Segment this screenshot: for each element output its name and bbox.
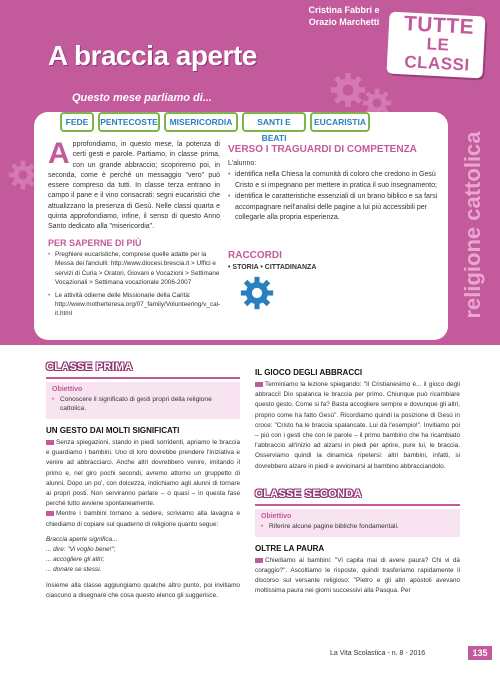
paragraph-text: Chiediamo ai bambini: "Vi capita mai di avere paura? Chi vi dà coraggio?". Ascoltiamo le risposte, quindi trasferiamo rapidamente il discorso sul versante religioso: "Pietro e gli altri apostoli avevano moltissima paura nei giorni successivi alla Pasqua. Per — [255, 556, 460, 595]
tag-eucaristia: EUCARISTIA — [310, 112, 370, 132]
traguardi-heading: VERSO I TRAGUARDI DI COMPETENZA — [228, 144, 417, 155]
tag-pentecoste: PENTECOSTE — [98, 112, 160, 132]
series-badge-bottom: LE CLASSI — [403, 34, 471, 75]
blackboard-quote — [46, 535, 240, 576]
quote-line: ... donare se stessi. — [46, 566, 102, 574]
section-heading: UN GESTO DAI MOLTI SIGNIFICATI — [46, 426, 180, 435]
objective-label: Obiettivo — [52, 386, 83, 393]
tag-misericordia: MISERICORDIA — [164, 112, 238, 132]
per-saperne-item: • Le attività odierne delle Missionarie della Carità: http://www.motherteresa.org/07_family/Volunteering/v_cal-it.html — [48, 291, 224, 319]
traguardi-lead: L'alunno: — [228, 160, 257, 167]
classe-seconda-title: CLASSE SECONDA — [255, 487, 362, 500]
author-line-1: Cristina Fabbri e — [308, 5, 380, 15]
tag-fede: FEDE — [60, 112, 94, 132]
gear-icon — [330, 72, 366, 108]
body-paragraph — [46, 438, 240, 509]
quote-line: ... accogliere gli altri; — [46, 556, 105, 564]
paragraph-text: Mentre i bambini tornano a sedere, scriviamo alla lavagna e chiediamo di copiare sul quaderno di religione quanto segue: — [46, 510, 240, 528]
paragraph-marker — [46, 440, 54, 445]
raccordi-value: • STORIA • CITTADINANZA — [228, 264, 317, 271]
body-paragraph — [46, 509, 240, 529]
paragraph-text: Terminiamo la lezione spiegando: "Il Cristianesimo è... il gioco degli abbracci! Dio spalanca le braccia per primo. Chiunque può ricambiare questo gesto. Come si fa? Basta accogliere sempre e dovunque gli altri, proprio come ha fatto Gesù". Ricordiamo quindi la posizione di Gesù in croce: "Cristo ha le braccia spalancate. Lui dà l'esempio!". Invitiamo poi – più con i gesti che con le parole – il primo bambino che ha ricambiato l'abbraccio all'inizio ad alzarsi in piedi per aprire, pure lui, le braccia. Osserviamo quindi la dinamica ripetersi: altri bambini, infatti, si dovrebbero alzare in piedi e avvicinarsi al bambino abbracciandolo. — [255, 381, 460, 470]
intro-text: pprofondiamo, in questo mese, la potenza di certi gesti e parole. Partiamo, in classe prima, con un grande abbraccio; scopriremo poi, in seconda, come è perché un messaggio "vero" può essere compreso da tutti. In classe terza entrano in campo il pane e il vino consacrati: segni eucaristici che attualizzano la presenza di Gesù. Nelle classi quarta e quinta approfondiamo, infine, il senso di questo Anno Santo dedicato alla "misericordia". — [48, 141, 220, 231]
objective-text: • Conoscere il significato di gesti propri della religione cattolica. — [52, 395, 234, 413]
series-badge-top: TUTTE — [403, 12, 475, 39]
classe-prima-objective — [46, 382, 240, 419]
series-badge — [391, 14, 486, 76]
objective-label: Obiettivo — [261, 512, 292, 520]
magazine-footer: La Vita Scolastica - n. 8 - 2016 — [330, 650, 426, 657]
authors — [300, 4, 388, 28]
classe-prima-title: CLASSE PRIMA — [46, 361, 133, 373]
topic-tags — [60, 112, 380, 143]
classe-seconda-objective — [255, 509, 460, 537]
section-heading: IL GIOCO DEGLI ABBRACCI — [255, 368, 363, 377]
drop-cap: A — [48, 137, 70, 170]
classe-prima-header — [46, 357, 240, 379]
traguardi-item: • identifica nella Chiesa la comunità di coloro che credono in Gesù Cristo e si impegnano per mettere in pratica il suo insegnamento; — [228, 170, 438, 191]
body-paragraph: Insieme alla classe aggiungiamo qualche altro punto, poi invitiamo ciascuno a disegnare che cosa questo elenco gli suggerisce. — [46, 581, 240, 599]
per-saperne-item: • Preghiere eucaristiche, comprese quelle adatte per la Messa dei fanciulli: http://www.diocesi.brescia.it > Uffici e servizi di Curia > Oratori, Giovani e Vocazioni > Settimane Vocazionali > Settimana vocazionale 2006-2007 — [48, 250, 224, 288]
left-column — [46, 357, 240, 601]
paragraph-marker — [46, 511, 54, 516]
tag-santi-e-beati: SANTI E BEATI — [242, 112, 306, 132]
body-paragraph — [255, 380, 460, 472]
raccordi-heading: RACCORDI — [228, 250, 282, 261]
paragraph-text: Senza spiegazioni, stando in piedi sorridenti, apriamo le braccia e guardiamo i bambini. Uno di loro dovrebbe prendere l'iniziativa e venire ad abbracciarci. Anche altri dovrebbero venire, imitando il primo e, nel giro pochi secondi, avremo attorno un gruppetto di alunni. Dopo un po', con dolcezza, indichiamo agli alunni di tornare ai propri posti. Non serviranno parlare – o quasi – in questa fase perché tutto avviene spontaneamente. — [46, 439, 240, 508]
gear-icon — [240, 276, 274, 310]
quote-line: Braccia aperte significa... — [46, 535, 118, 543]
section-heading: OLTRE LA PAURA — [255, 543, 325, 553]
intro-subtitle: Questo mese parliamo di... — [60, 88, 224, 108]
body-paragraph — [255, 556, 460, 597]
vertical-subject-text: religione cattolica — [460, 130, 485, 319]
traguardi-list — [228, 170, 438, 225]
intro-paragraph — [48, 137, 220, 233]
per-saperne-heading: PER SAPERNE DI PIÙ — [48, 238, 142, 248]
paragraph-marker — [255, 382, 263, 387]
author-line-2: Orazio Marchetti — [308, 17, 380, 27]
quote-line: ... dire: "Vi voglio bene!"; — [46, 546, 116, 554]
paragraph-marker — [255, 558, 263, 563]
vertical-subject-title — [455, 112, 491, 337]
page-title: A braccia aperte — [48, 40, 257, 71]
page-number: 135 — [468, 646, 492, 660]
classe-seconda-header — [255, 484, 460, 506]
right-column — [255, 368, 460, 597]
per-saperne-list — [48, 250, 224, 322]
traguardi-item: • identifica le caratteristiche essenziali di un brano biblico e sa farsi accompagnare nell'analisi delle pagine a lui più accessibili per collegarle alla propria esperienza. — [228, 192, 438, 224]
objective-text: • Riferire alcune pagine bibliche fondamentali. — [261, 522, 454, 531]
